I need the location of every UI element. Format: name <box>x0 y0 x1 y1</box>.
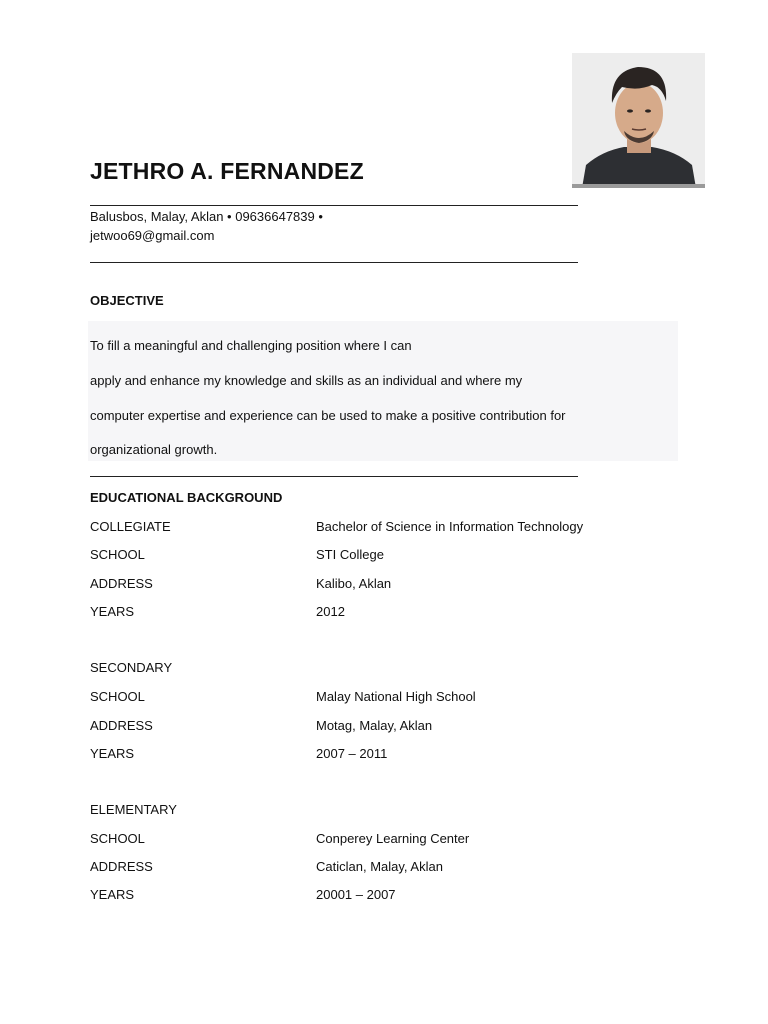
row-value: Kalibo, Aklan <box>316 576 392 591</box>
row-value: 2012 <box>316 604 345 619</box>
secondary-row <box>90 660 690 678</box>
contact-line-email: jetwoo69@gmail.com <box>90 228 215 243</box>
objective-line: To fill a meaningful and challenging position where I can <box>90 338 412 353</box>
row-label: ADDRESS <box>90 576 153 591</box>
divider <box>90 476 578 477</box>
row-value: 20001 – 2007 <box>316 887 396 902</box>
person-portrait-icon <box>572 53 705 188</box>
row-label: YEARS <box>90 746 135 761</box>
objective-heading: OBJECTIVE <box>90 293 164 308</box>
row-label: ELEMENTARY <box>90 802 177 817</box>
applicant-name: JETHRO A. FERNANDEZ <box>90 158 364 184</box>
elementary-years-row <box>90 887 690 905</box>
row-label: SCHOOL <box>90 831 145 846</box>
secondary-years-row <box>90 746 690 764</box>
secondary-school-row <box>90 689 690 707</box>
profile-photo <box>572 53 705 188</box>
collegiate-address-row <box>90 576 690 594</box>
elementary-row <box>90 802 690 820</box>
row-value: STI College <box>316 547 384 562</box>
row-label: ADDRESS <box>90 859 153 874</box>
row-label: SCHOOL <box>90 547 145 562</box>
row-value: Caticlan, Malay, Aklan <box>316 859 443 874</box>
row-value: 2007 – 2011 <box>316 746 388 761</box>
row-label: YEARS <box>90 604 135 619</box>
objective-line: organizational growth. <box>90 442 218 457</box>
row-value: Conperey Learning Center <box>316 831 470 846</box>
elementary-address-row <box>90 859 690 877</box>
elementary-school-row <box>90 831 690 849</box>
row-label: YEARS <box>90 887 135 902</box>
collegiate-row <box>90 519 690 537</box>
row-label: COLLEGIATE <box>90 519 171 534</box>
row-value: Bachelor of Science in Information Technology <box>316 519 584 534</box>
row-value: Malay National High School <box>316 689 476 704</box>
collegiate-school-row <box>90 547 690 565</box>
row-value: Motag, Malay, Aklan <box>316 718 433 733</box>
objective-line: apply and enhance my knowledge and skills as an individual and where my <box>90 373 523 388</box>
secondary-address-row <box>90 718 690 736</box>
education-heading: EDUCATIONAL BACKGROUND <box>90 490 283 505</box>
row-label: SECONDARY <box>90 660 173 675</box>
contact-line-address-phone: Balusbos, Malay, Aklan • 09636647839 • <box>90 209 323 224</box>
collegiate-years-row <box>90 604 690 622</box>
divider <box>90 262 578 263</box>
row-label: SCHOOL <box>90 689 145 704</box>
divider <box>90 205 578 206</box>
row-label: ADDRESS <box>90 718 153 733</box>
objective-line: computer expertise and experience can be used to make a positive contribution for <box>90 408 566 423</box>
